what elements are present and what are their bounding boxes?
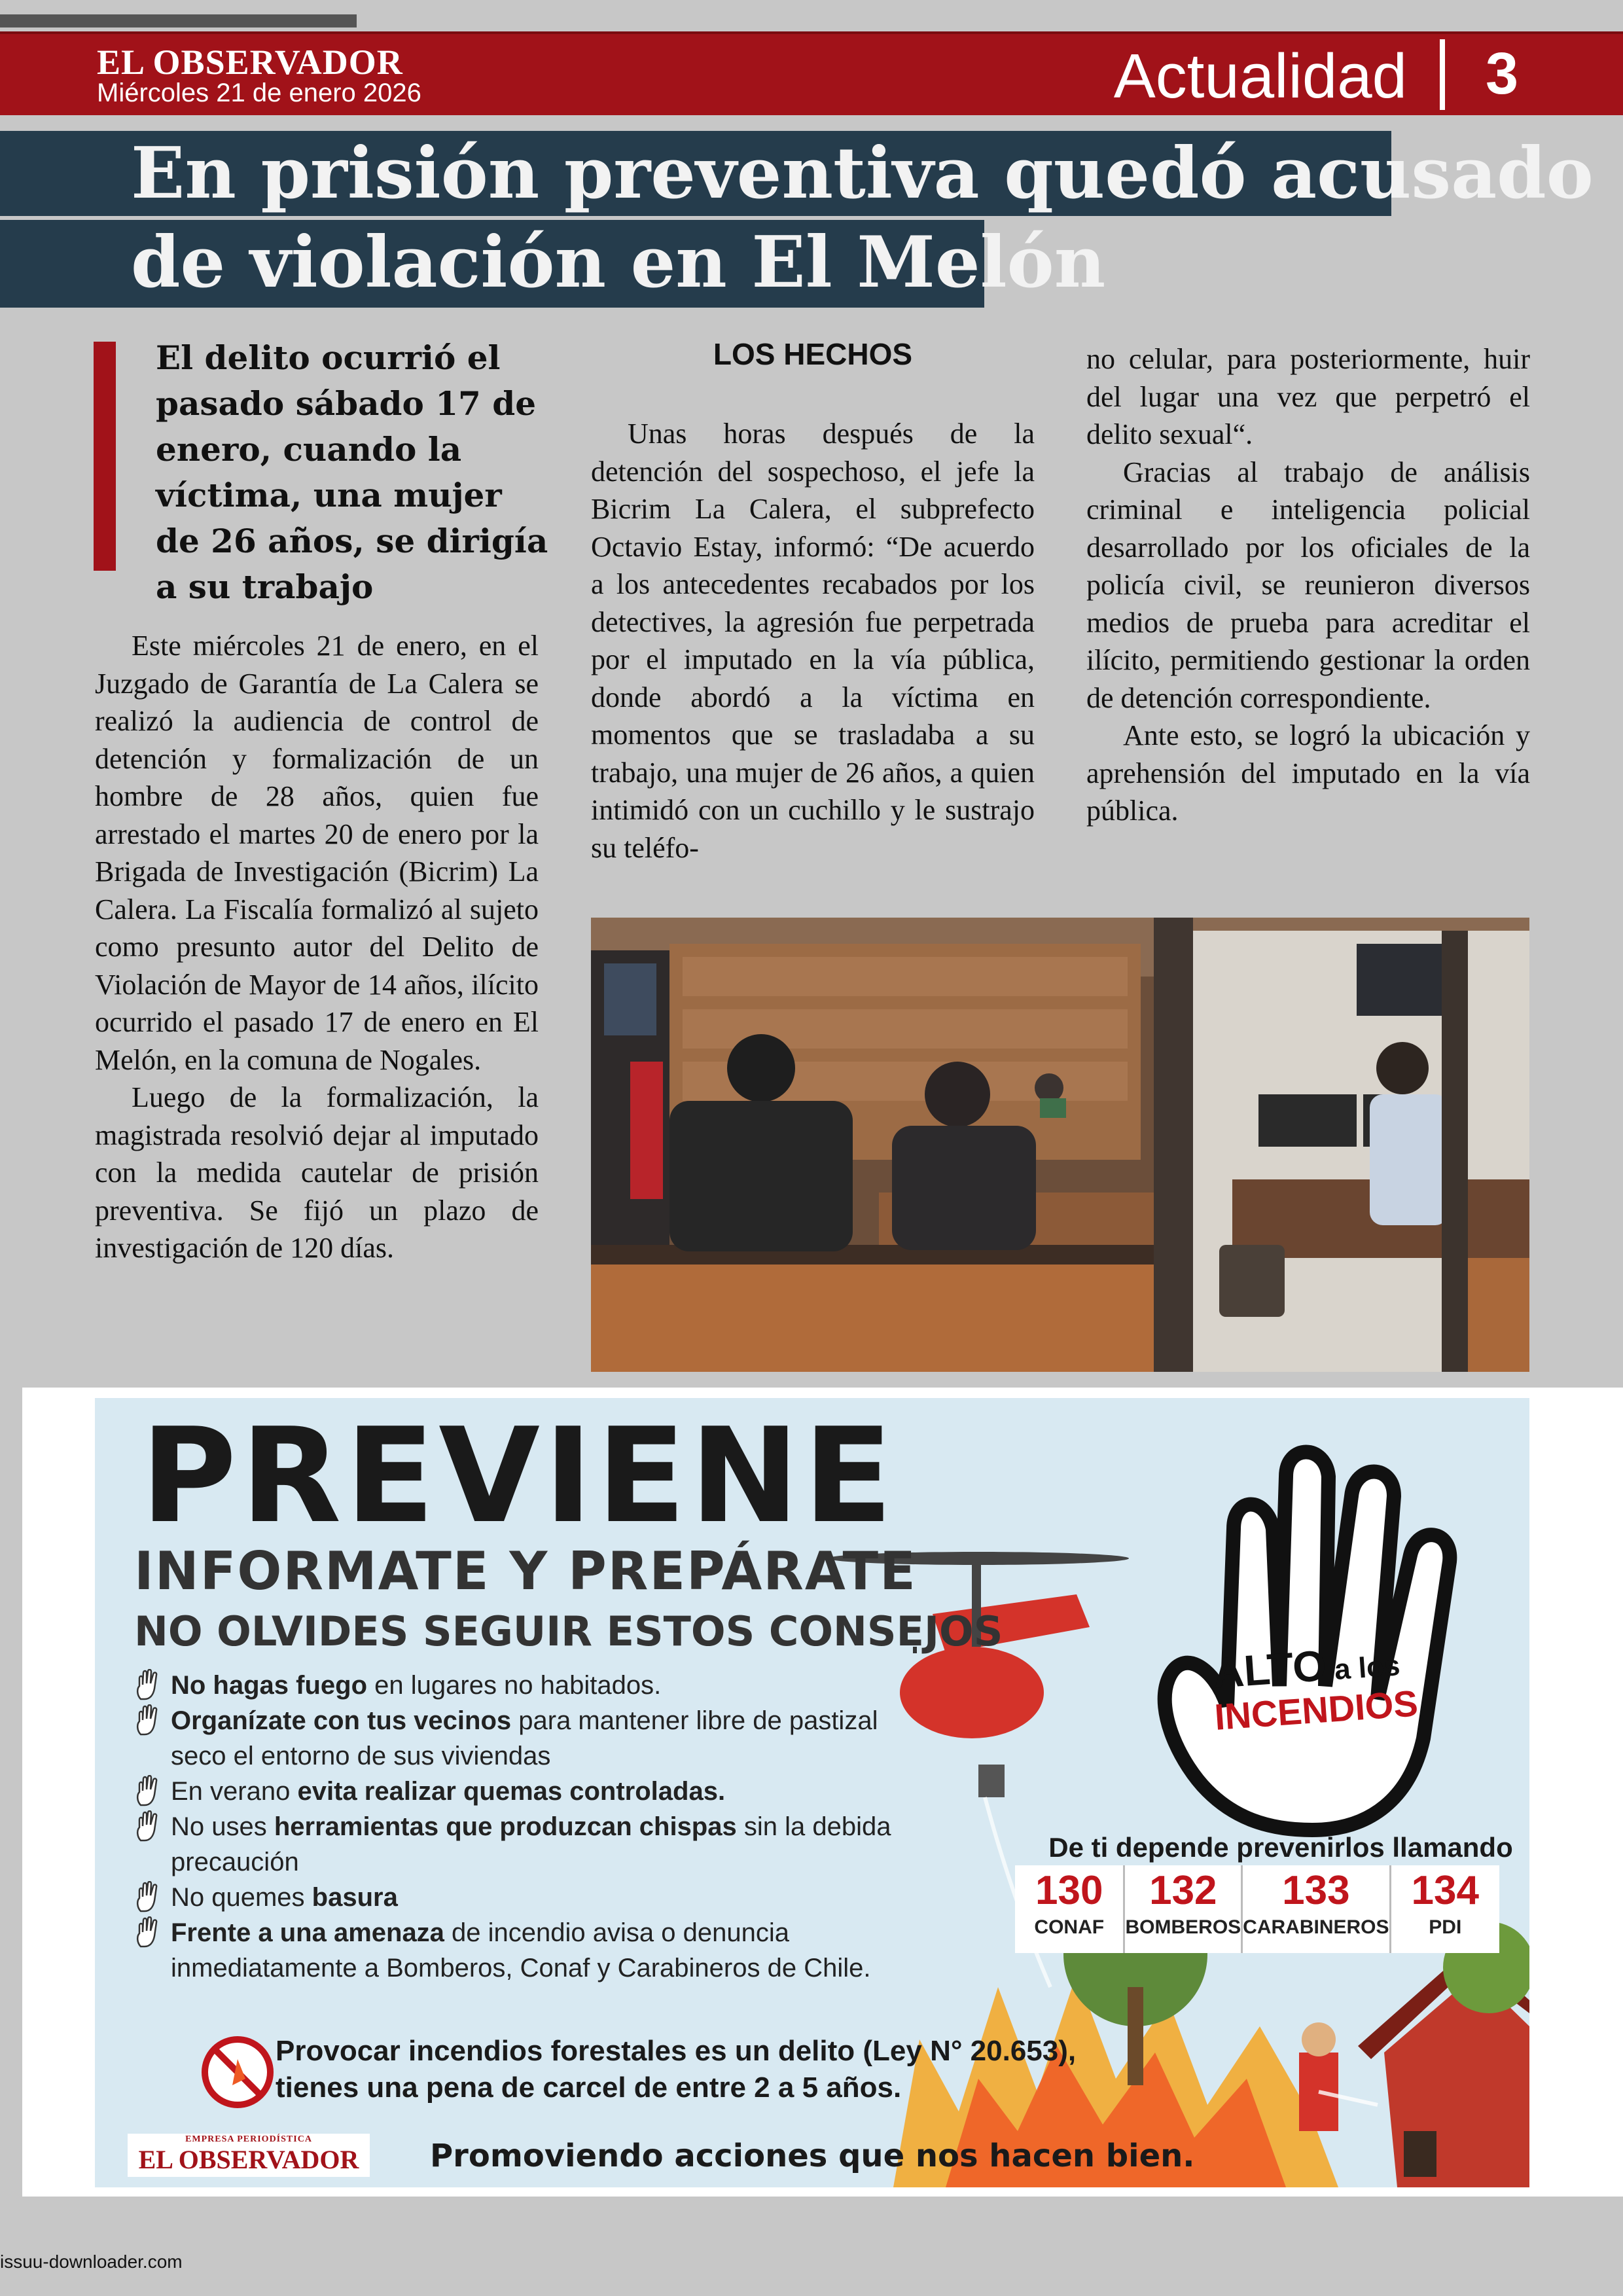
phone-label: CARABINEROS bbox=[1243, 1916, 1389, 1938]
section-name: Actualidad bbox=[1113, 41, 1407, 111]
phone-label: CONAF bbox=[1034, 1916, 1105, 1938]
legal-warning-line-1: Provocar incendios forestales es un delito (Ley N° 20.653), bbox=[276, 2035, 1077, 2067]
list-item bbox=[134, 1774, 919, 1809]
tip-text: de incendio avisa o denuncia inmediatamente a Bomberos, Conaf y Carabineros de Chile. bbox=[171, 1918, 871, 1982]
ad-title: PREVIENE bbox=[141, 1400, 897, 1552]
hand-icon bbox=[134, 1916, 163, 1948]
emergency-phones bbox=[1015, 1865, 1499, 1953]
tip-prefix: No uses bbox=[171, 1812, 274, 1841]
phone-number: 132 bbox=[1149, 1868, 1217, 1913]
phone-label: BOMBEROS bbox=[1125, 1916, 1241, 1938]
tip-prefix: En verano bbox=[171, 1777, 298, 1806]
top-strip bbox=[0, 14, 357, 27]
hand-icon bbox=[134, 1669, 163, 1700]
ad-subtitle-2: NO OLVIDES SEGUIR ESTOS CONSEJOS bbox=[134, 1607, 1003, 1655]
paragraph: Gracias al trabajo de análisis criminal e inteligencia policial desarrollado por los oficiales de la policía civil, se reunieron diversos medios de prueba para acreditar el ilícito, permitiendo gestionar la orden de detención correspondiente. bbox=[1086, 456, 1530, 714]
newspaper-name: EL OBSERVADOR bbox=[97, 43, 403, 82]
headline-line-1: En prisión preventiva quedó acusado bbox=[0, 131, 1391, 216]
tip-bold: evita realizar quemas controladas. bbox=[297, 1777, 726, 1806]
fire-prevention-ad bbox=[95, 1398, 1529, 2187]
legal-warning-line-2: tienes una pena de carcel de entre 2 a 5 años. bbox=[276, 2072, 902, 2104]
phone-number: 134 bbox=[1411, 1868, 1479, 1913]
ad-logo bbox=[128, 2134, 370, 2177]
hand-icon bbox=[134, 1881, 163, 1912]
list-item bbox=[134, 1880, 919, 1915]
article-column-1 bbox=[95, 627, 539, 1267]
list-item bbox=[134, 1809, 919, 1880]
tip-bold: No hagas fuego bbox=[171, 1671, 368, 1700]
paragraph: no celular, para posteriormente, huir del lugar una vez que perpetró el delito sexual“. bbox=[1086, 343, 1530, 450]
footer-credit: issuu-downloader.com bbox=[0, 2251, 183, 2272]
phone-carabineros bbox=[1243, 1865, 1391, 1953]
paragraph: Luego de la formalización, la magistrada resolvió dejar al imputado con la medida cautelar de prisión preventiva. Se fijó un plazo de investigación de 120 días. bbox=[95, 1081, 539, 1264]
list-item bbox=[134, 1668, 919, 1703]
article-lead: El delito ocurrió el pasado sábado 17 de enero, cuando la víctima, una mujer de 26 años, se dirigía a su trabajo bbox=[156, 338, 548, 606]
list-item bbox=[134, 1915, 919, 1986]
tip-bold: herramientas que produzcan chispas bbox=[274, 1812, 737, 1841]
paragraph: Este miércoles 21 de enero, en el Juzgado de Garantía de La Calera se realizó la audiencia de control de detención y formalización de un hombre de 28 años, quien fue arrestado el martes 20 de enero por la Brigada de Investigación (Bicrim) La Calera. La Fiscalía formalizó al sujeto como presunto autor del Delito de Violación de Mayor de 14 años, ilícito ocurrido el pasado 17 de enero en El Melón, en la comuna de Nogales. bbox=[95, 630, 539, 1076]
tip-text: en lugares no habitados. bbox=[367, 1671, 662, 1700]
hand-icon bbox=[134, 1810, 163, 1842]
logo-tagline: EMPRESA PERIODÍSTICA bbox=[185, 2134, 312, 2144]
issue-date: Miércoles 21 de enero 2026 bbox=[97, 79, 421, 107]
legal-warning bbox=[276, 2033, 1076, 2106]
tip-prefix: No quemes bbox=[171, 1883, 312, 1912]
tips-list bbox=[134, 1668, 919, 1986]
section-divider bbox=[1440, 39, 1445, 110]
list-item bbox=[134, 1703, 919, 1774]
paragraph: Unas horas después de la detención del sospechoso, el jefe la Bicrim La Calera, el subprefecto Octavio Estay, informó: “De acuerdo a los antecedentes recabados por los detectives, la agresión fue perpetrada por el imputado en la vía pública, donde abordó a la víctima en momentos que se trasladaba a su trabajo, una mujer de 26 años, a quien intimidó con un cuchillo y le sustrajo su teléfo- bbox=[591, 418, 1035, 864]
phone-bomberos bbox=[1125, 1865, 1243, 1953]
alto-incendios-badge bbox=[1210, 1635, 1419, 1738]
phone-number: 130 bbox=[1035, 1868, 1103, 1913]
ad-subtitle: INFORMATE Y PREPÁRATE bbox=[134, 1541, 917, 1602]
tip-text: sin la debida precaución bbox=[171, 1812, 891, 1876]
logo-name: EL OBSERVADOR bbox=[138, 2145, 359, 2174]
alto-incendios-word: INCENDIOS bbox=[1213, 1682, 1419, 1738]
section-subhead: LOS HECHOS bbox=[713, 337, 913, 371]
page-number: 3 bbox=[1486, 41, 1519, 107]
headline-line-2: de violación en El Melón bbox=[0, 220, 984, 308]
phones-title: De ti depende prevenirlos llamando bbox=[1048, 1832, 1513, 1863]
alto-word: ALTO bbox=[1211, 1641, 1328, 1697]
lead-accent-bar bbox=[94, 342, 116, 571]
courtroom-photo bbox=[591, 918, 1529, 1372]
paragraph: Ante esto, se logró la ubicación y aprehensión del imputado en la vía pública. bbox=[1086, 719, 1530, 827]
hand-icon bbox=[134, 1775, 163, 1806]
tip-bold: Frente a una amenaza bbox=[171, 1918, 444, 1947]
phone-label: PDI bbox=[1429, 1916, 1462, 1938]
tip-bold: Organízate con tus vecinos bbox=[171, 1706, 512, 1735]
article-column-2 bbox=[591, 415, 1035, 867]
tip-bold: basura bbox=[312, 1883, 398, 1912]
ad-slogan: Promoviendo acciones que nos hacen bien. bbox=[430, 2138, 1195, 2174]
alto-connector: a los bbox=[1325, 1649, 1401, 1687]
phone-conaf bbox=[1015, 1865, 1125, 1953]
hand-icon bbox=[134, 1704, 163, 1736]
tip-text: para mantener libre de pastizal seco el entorno de sus viviendas bbox=[171, 1706, 878, 1770]
page-header bbox=[0, 31, 1623, 115]
phone-number: 133 bbox=[1282, 1868, 1350, 1913]
phone-pdi bbox=[1391, 1865, 1499, 1953]
article-column-3 bbox=[1086, 340, 1530, 830]
